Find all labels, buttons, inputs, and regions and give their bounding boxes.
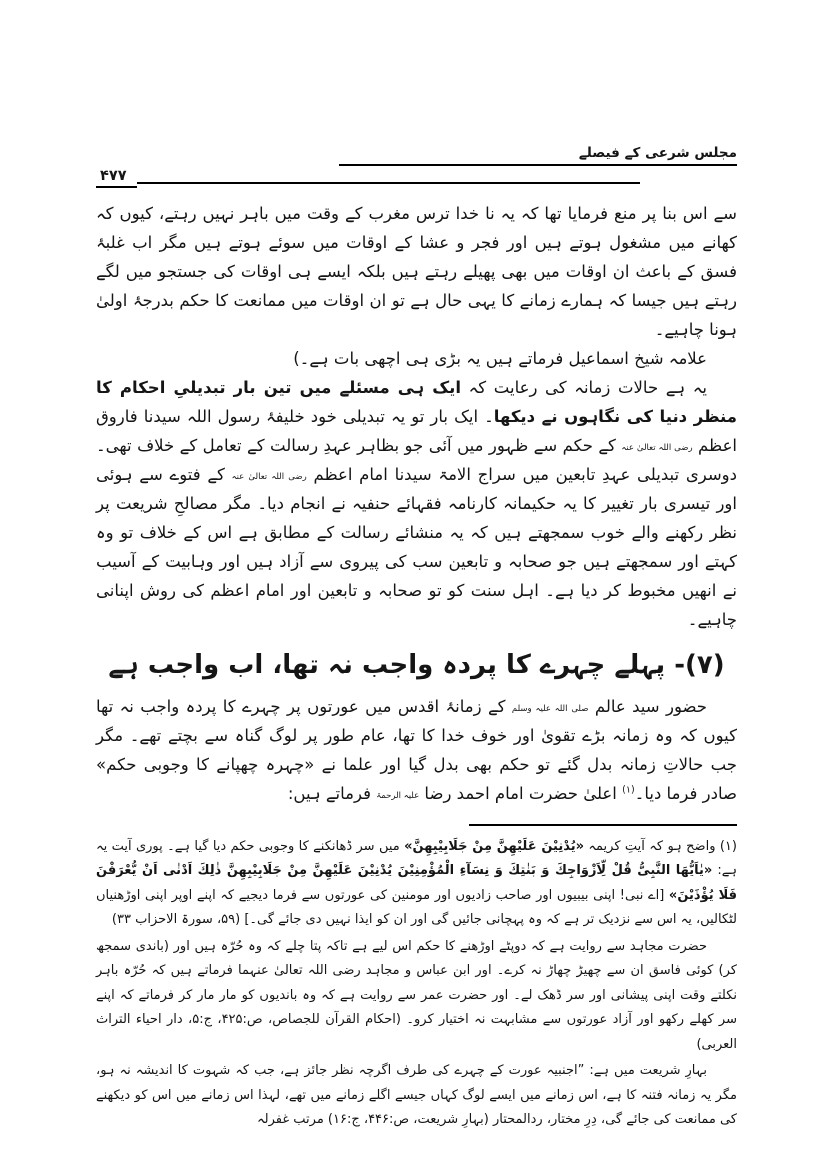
- running-title: مجلس شرعی کے فیصلے: [339, 145, 737, 166]
- page-header: [96, 142, 737, 188]
- body-paragraph-2: علامہ شیخ اسماعیل فرماتے ہیں یہ بڑی ہی اچھی بات ہے۔): [293, 349, 707, 369]
- para4-text: کے زمانۂ اقدس میں عورتوں پر چہرے کا پردہ واجب نہ تھا کیوں کہ وہ زمانہ بڑے تقویٰ اور خوف خدا کا تھا، عام طور پر لوگ گناہ سے بچتے تھے۔ مگر جب حالاتِ زمانہ بدل گئے تو حکم بھی بدل گیا اور علما نے «چہرہ چھپانے کا وجوبی حکم» صادر فرما دیا۔: [96, 696, 737, 803]
- quran-verse-full: «یٰاَیُّهَا النَّبِیُّ قُلْ لِّاَزْوَاجِكَ وَ بَنٰتِكَ وَ نِسَآءِ الْمُؤْمِنِیْنَ یُدْنِیْنَ عَلَیْهِنَّ مِنْ جَلَابِیْبِهِنَّ ذٰلِكَ اَدْنٰى اَنْ یُّعْرَفْنَ فَلَا یُؤْذَیْنَ»: [96, 863, 738, 903]
- honorific-radiallahu-anhu: رضی اللہ تعالیٰ عنہ: [621, 443, 693, 454]
- body-paragraph-3: [96, 373, 737, 634]
- honorific-sallallahu-alayhi-wasallam: صلی اللہ علیہ وسلم: [511, 703, 589, 714]
- footnote-paragraph-2: حضرت مجاہد سے روایت ہے کہ دوپٹے اوڑھنے کا حکم اس لیے ہے تاکہ پتا چلے کہ وہ حُرّہ ہیں اور (باندی سمجھ کر) کوئی فاسق ان سے چھیڑ چھاڑ نہ کرے۔ اور ابن عباس و مجاہد رضی اللہ تعالیٰ عنہما فرماتے ہیں کہ حُرّہ باہر نکلتے وقت اپنی پیشانی اور سر ڈھک لے۔ اور حضرت عمر سے روایت ہے کہ وہ باندیوں کو مار مار کر فرماتے کہ اپنے سر کھلے رکھو اور آزاد عورتوں سے مشابہت نہ اختیار کرو۔ (احکام القرآن للجصاص، ص:۴۲۵، ج:۵، دار احیاء التراث العربی): [96, 938, 737, 1052]
- running-title-row: [96, 142, 737, 166]
- para4-text: فرماتے ہیں:: [287, 783, 377, 803]
- para3-text: کے حکم سے ظہور میں آئی جو بظاہر عہدِ رسالت کے تعامل کے خلاف تھی۔ دوسری تبدیلی عہدِ تابعین میں سراج الامۃ سیدنا امام اعظم: [96, 436, 737, 485]
- header-rule: [137, 182, 640, 184]
- footnote-paragraph-3: بہارِ شریعت میں ہے: ”اجنبیہ عورت کے چہرے کی طرف اگرچہ نظر جائز ہے، جب کہ شہوت کا اندیشہ نہ ہو، مگر یہ زمانہ فتنہ کا ہے، اس زمانے میں ایسے لوگ کہاں جیسے اگلے زمانے میں تھے، لہذا اس زمانے میں اس کو دیکھنے کی ممانعت کی جائے گی، دِرِ مختار، ردالمحتار (بہارِ شریعت، ص:۴۴۶، ج:۱۶) مرتب غفرلہ: [96, 1063, 737, 1128]
- para4-text: حضور سید عالم: [588, 696, 707, 716]
- para4-text: اعلیٰ حضرت امام احمد رضا: [419, 783, 623, 803]
- footnote1-text: (۱) واضح ہو کہ آیتِ کریمہ: [584, 838, 737, 854]
- para3-text: کے فتوے سے ہوئی اور تیسری بار تغییر کا یہ حکیمانہ کارنامہ فقہائے حنفیہ نے انجام دیا۔ مگر مصالحِ شریعت پر نظر رکھنے والے خوب سمجھتے ہیں کہ یہ منشائے رسالت کے مطابق ہے اس کے خلاف تو وہ کہتے اور سمجھتے ہیں جو صحابہ و تابعین سب کی پیروی سے آزاد ہیں اور وہابیت کے آسیب نے انھیں مخبوط کر دیا ہے۔ اہل سنت کو تو صحابہ و تابعین اور امام اعظم کی روش اپنانی چاہیے۔: [96, 465, 737, 630]
- page-body: [96, 199, 737, 807]
- footnote1-text: میں سر ڈھانکنے کا وجوبی حکم دیا گیا ہے۔ پوری آیت یہ ہے:: [96, 838, 738, 879]
- para3-bold-text: ایک ہی مسئلے میں تین بار تبدیلیِ احکام کا منظر دنیا کی نگاہوں نے دیکھا: [96, 378, 737, 427]
- para3-text: ۔ ایک بار تو یہ تبدیلی خود خلیفۂ رسول اللہ سیدنا فاروق اعظم: [96, 407, 737, 456]
- footnote-paragraph-1: [96, 835, 737, 933]
- quran-verse-excerpt: «یُدْنِیْنَ عَلَیْهِنَّ مِنْ جَلَابِیْبِهِنَّ»: [404, 838, 585, 854]
- footnote1-translation: [اے نبی! اپنی بیبیوں اور صاحب زادیوں اور مومنین کی عورتوں سے فرما دیجیے کہ اپنے اوپر اپنی اوڑھنیاں لٹکالیں، یہ اس سے نزدیک تر ہے کہ وہ پہچانی جائیں گی اور ان کو ایذا نہیں دی جائے گی۔] (۵۹، سورۃ الاحزاب ۳۳): [96, 887, 737, 928]
- body-paragraph-4: [96, 692, 737, 808]
- footnote-separator: [469, 824, 737, 826]
- page-number: ۴۷۷: [96, 168, 137, 188]
- header-rule-row: [96, 168, 737, 188]
- body-paragraph-1: سے اس بنا پر منع فرمایا تھا کہ یہ نا خدا ترس مغرب کے وقت میں باہر نہیں رہتے، کیوں کہ کھانے میں مشغول ہوتے ہیں اور فجر و عشا کے اوقات میں سوئے ہوتے ہیں مگر اب غلبۂ فسق کے باعث ان اوقات میں بھی پھیلے رہتے ہیں بلکہ ایسے ہی اوقات کی جستجو میں لگے رہتے ہیں جیسا کہ ہمارے زمانے کا یہی حال ہے تو ان اوقات میں ممانعت کا حکم بدرجۂ اولیٰ ہونا چاہیے۔: [96, 204, 737, 340]
- footnotes: [96, 835, 737, 1133]
- honorific-alayhir-rahmah: علیہ الرحمۃ: [376, 790, 420, 801]
- honorific-radiallahu-anhu: رضی اللہ تعالیٰ عنہ: [231, 472, 307, 483]
- section-heading: (۷)- پہلے چہرے کا پردہ واجب نہ تھا، اب واجب ہے: [108, 650, 725, 681]
- footnote-reference-marker: (۱): [622, 784, 635, 796]
- para3-text: یہ ہے حالات زمانہ کی رعایت کہ: [461, 378, 708, 398]
